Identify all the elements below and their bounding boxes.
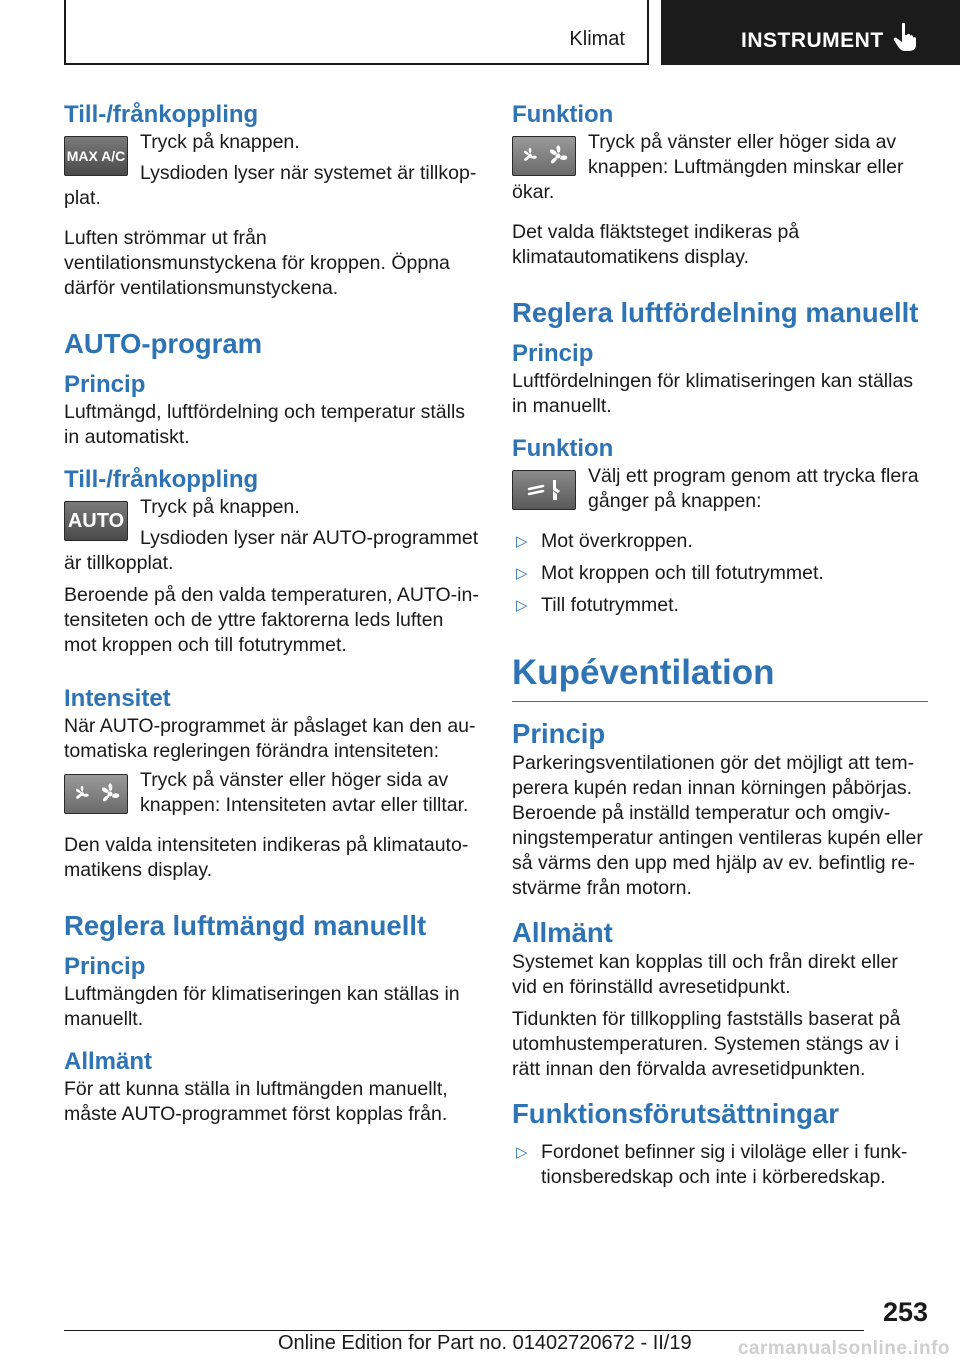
heading-luftmangd: Reglera luftmängd manuellt [64,910,427,941]
paragraph: Det valda fläktsteget indikeras på klimatautomatikens display. [512,221,800,268]
paragraph: Luftmängden för klimatiseringen kan ställas in manuellt. [64,983,460,1030]
heading-allmant: Allmänt [512,917,613,948]
paragraph: Tidunkten för tillkoppling fastställs baserat på utomhustemperaturen. Systemen stängs av i rätt innan den förvalda avresetidpunkten. [512,1008,901,1080]
heading-luftfordelning: Reglera luftfördelning manuellt [512,297,919,328]
fan-button-image [64,774,128,814]
triangle-bullet-icon: ▷ [516,565,528,582]
heading-auto-program: AUTO-program [64,328,263,359]
chapter-title: INSTRUMENT [741,29,884,52]
distribution-list [512,529,928,618]
air-distribution-button-image [512,470,576,510]
paragraph: Parkeringsventilationen gör det möjligt att temperera kupén redan innan körningen påbörjas. Beroende på inställd temperatur och omgivningstemperatur antingen ventileras kupén eller så värms den upp med hjälp av ev. befintlig restvärme från motorn. [512,752,923,899]
watermark-brand: carmanualsonline.info [737,1338,950,1359]
triangle-bullet-icon: ▷ [516,597,528,614]
paragraph: Välj ett program genom att trycka flera gånger på knappen: [588,465,919,512]
fan-block [512,130,928,205]
paragraph: Tryck på knappen. [140,131,300,153]
right-column [512,100,928,1197]
heading-tillfran-2: Till-/frånkoppling [64,466,259,493]
triangle-bullet-icon: ▷ [516,533,528,550]
list-item: ▷ Mot överkroppen. [516,530,693,552]
heading-funktion: Funktion [512,435,614,462]
section-title: Klimat [569,28,625,50]
maxac-block [64,130,480,211]
paragraph: Tryck på vänster eller höger sida av knappen: Intensiteten avtar eller tilltar. [140,769,469,816]
heading-forutsattningar: Funktionsförutsättningar [512,1098,839,1129]
paragraph: Lysdioden lyser när systemet är tillkopplat. [64,162,477,209]
paragraph: Den valda intensiteten indikeras på klimatautomatikens display. [64,834,469,881]
list-item: ▷ Mot kroppen och till fotutrymmet. [516,562,824,584]
footer-divider [64,1330,864,1331]
max-ac-button-image: MAX A/C [64,136,128,176]
page-number: 253 [882,1297,928,1327]
intensity-block [64,768,480,818]
paragraph: Systemet kan kopplas till och från direkt eller vid en förinställd avresetidpunkt. [512,951,898,998]
air-distribution-block [512,464,928,514]
fan-icon [516,141,572,171]
paragraph: Luften strömmar ut från ventilationsmunstyckena för kroppen. Öppna därför ventilationsmunstyckena. [64,227,450,299]
paragraph: För att kunna ställa in luftmängden manuellt, måste AUTO-programmet först kopplas från. [64,1078,448,1125]
heading-princip: Princip [64,371,146,398]
prerequisite-list [512,1140,928,1190]
header-chapter-box [661,0,960,65]
fan-icon [68,779,124,809]
heading-intensitet: Intensitet [64,685,171,712]
heading-allmant: Allmänt [64,1048,153,1075]
auto-block [64,495,480,576]
heading-tillfran-1: Till-/frånkoppling [64,101,259,128]
left-column [64,100,480,1127]
air-distribution-icon [519,475,569,505]
paragraph: Luftmängd, luftfördelning och temperatur ställs in automatiskt. [64,401,466,448]
paragraph: Lysdioden lyser när AUTO-programmet är tillkopplat. [64,527,479,574]
heading-princip: Princip [64,953,146,980]
footer-edition: Online Edition for Part no. 01402720672 - II/19 [278,1332,692,1354]
hand-pointer-icon [893,22,917,52]
heading-princip: Princip [512,718,606,749]
list-item: ▷ Till fotutrymmet. [516,594,679,616]
fan-button-image [512,136,576,176]
paragraph: Tryck på vänster eller höger sida av knappen: Luftmängden minskar eller ökar. [512,131,904,203]
paragraph: Beroende på den valda temperaturen, AUTO-intensiteten och de yttre faktorerna leds luften mot kroppen och till fotutrymmet. [64,584,479,656]
paragraph: När AUTO-programmet är påslaget kan den automatiska regleringen förändra intensiteten: [64,715,476,762]
auto-button-image: AUTO [64,501,128,541]
paragraph: Luftfördelningen för klimatiseringen kan ställas in manuellt. [512,370,914,417]
paragraph: Tryck på knappen. [140,496,300,518]
list-item: ▷ Fordonet befinner sig i viloläge eller i funktionsberedskap och inte i körberedskap. [516,1141,908,1188]
heading-princip: Princip [512,340,594,367]
triangle-bullet-icon: ▷ [516,1144,528,1161]
heading-kupeventilation: Kupéventilation [512,651,928,702]
header-section-box [64,0,649,65]
heading-funktion: Funktion [512,101,614,128]
